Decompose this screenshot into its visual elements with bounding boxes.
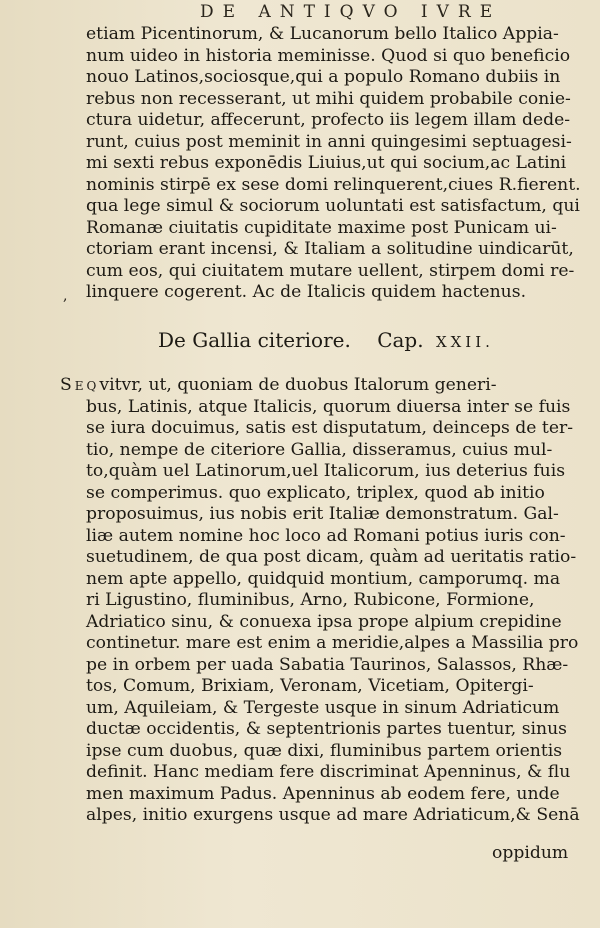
- text-line: bus, Latinis, atque Italicis, quorum diuersa inter se fuis: [86, 396, 571, 417]
- text-line: tio, nempe de citeriore Gallia, disseramus, cuius mul-: [86, 439, 553, 460]
- dropcap: Seq: [60, 375, 100, 395]
- text-line: cum eos, qui ciuitatem mutare uellent, stirpem domi re-: [86, 260, 575, 281]
- text-line: liæ autem nomine hoc loco ad Romani potius iuris con-: [86, 525, 566, 546]
- text-line: pe in orbem per uada Sabatia Taurinos, Salassos, Rhæ-: [86, 654, 569, 675]
- margin-mark: ,: [63, 288, 68, 304]
- chapter-heading: [158, 328, 494, 352]
- text-line: men maximum Padus. Apenninus ab eodem fere, unde: [86, 783, 560, 804]
- text-line: Adriatico sinu, & conuexa ipsa prope alpium crepidine: [86, 611, 562, 632]
- text-line: ri Ligustino, fluminibus, Arno, Rubicone, Formione,: [86, 590, 535, 610]
- text-line: runt, cuius post meminit in anni quingesimi septuagesi-: [86, 131, 572, 152]
- text-line: mi sexti rebus exponēdis Liuius,ut qui socium,ac Latini: [86, 153, 567, 173]
- text-line-rest: vitvr, ut, quoniam de duobus Italorum generi-: [99, 375, 497, 395]
- text-line: definit. Hanc mediam fere discriminat Apenninus, & flu: [86, 762, 571, 782]
- text-line: um, Aquileiam, & Tergeste usque in sinum Adriaticum: [86, 697, 560, 718]
- text-line: ctoriam erant incensi, & Italiam a solitudine uindicarūt,: [86, 239, 574, 259]
- text-line: to,quàm uel Latinorum,uel Italicorum, ius deterius fuis: [86, 461, 566, 481]
- text-line: proposuimus, ius nobis erit Italiæ demonstratum. Gal-: [86, 504, 559, 524]
- text-line: nominis stirpē ex sese domi relinquerent,ciues R.fierent.: [86, 174, 581, 195]
- running-head: DE ANTIQVO IVRE: [200, 2, 502, 22]
- text-line: nouo Latinos,sociosque,qui a populo Romano dubiis in: [86, 67, 561, 87]
- text-block-top: [86, 24, 586, 304]
- text-line: tos, Comum, Brixiam, Veronam, Vicetiam, Opitergi-: [86, 676, 534, 696]
- text-line: continetur. mare est enim a meridie,alpes a Massilia pro: [86, 633, 579, 653]
- text-line: ductæ occidentis, & septentrionis partes tuentur, sinus: [86, 719, 567, 739]
- catchword: oppidum: [492, 843, 569, 863]
- text-line: se comperimus. quo explicato, triplex, quod ab initio: [86, 482, 545, 503]
- text-line: ipse cum duobus, quæ dixi, fluminibus partem orientis: [86, 740, 563, 761]
- text-line: se iura docuimus, satis est disputatum, deinceps de ter-: [86, 418, 574, 438]
- text-line: alpes, initio exurgens usque ad mare Adriaticum,& Senā: [86, 805, 580, 825]
- text-line: rebus non recesserant, ut mihi quidem probabile conie-: [86, 88, 571, 109]
- text-line: [60, 375, 590, 397]
- chapter-number: XXII.: [435, 333, 494, 351]
- text-line: linquere cogerent. Ac de Italicis quidem hactenus.: [86, 282, 527, 302]
- chapter-cap-label: Cap.: [377, 328, 424, 352]
- text-line: nem apte appello, quidquid montium, camporumq. ma: [86, 568, 561, 589]
- text-block-body: [60, 375, 590, 827]
- text-line: ctura uidetur, affecerunt, profecto iis legem illam dede-: [86, 110, 571, 130]
- text-line: num uideo in historia meminisse. Quod si quo beneficio: [86, 45, 571, 66]
- text-line: Romanæ ciuitatis cupiditate maxime post Punicam ui-: [86, 217, 557, 238]
- text-line: qua lege simul & sociorum uoluntati est satisfactum, qui: [86, 196, 580, 216]
- text-line: suetudinem, de qua post dicam, quàm ad ueritatis ratio-: [86, 547, 577, 567]
- text-line: etiam Picentinorum, & Lucanorum bello Italico Appia-: [86, 24, 559, 44]
- chapter-title: De Gallia citeriore.: [158, 328, 351, 352]
